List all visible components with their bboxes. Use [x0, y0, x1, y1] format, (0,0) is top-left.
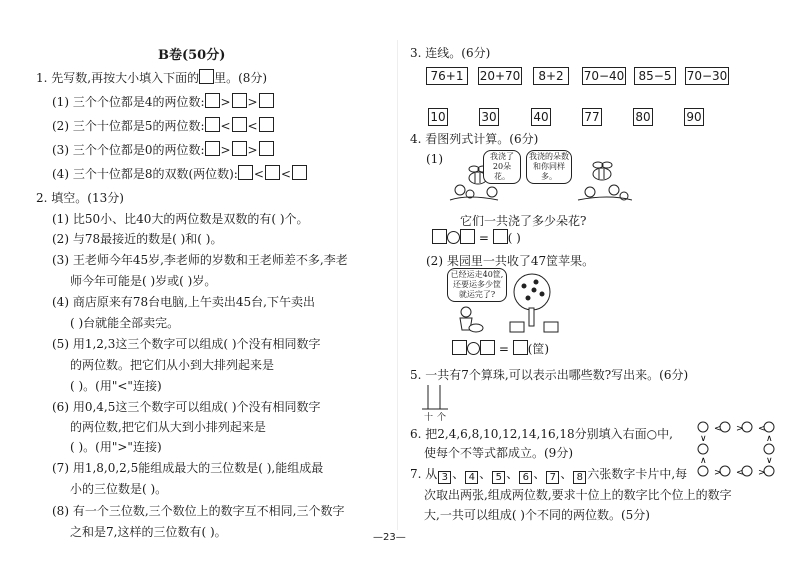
inequality-symbol: >: [714, 468, 722, 478]
expression-card[interactable]: 20+70: [479, 69, 521, 83]
q4-part1-equation: = ( ): [432, 229, 521, 245]
q1-item-label: (3) 三个个位都是0的两位数:: [52, 143, 205, 157]
operator-circle[interactable]: [447, 231, 460, 244]
section-title: B卷(50分): [158, 48, 226, 63]
q5-title: 5. 一共有7个算珠,可以表示出哪些数?写出来。(6分): [410, 368, 689, 382]
inequality-symbol: ∨: [700, 434, 707, 444]
number-card[interactable]: 3: [438, 471, 451, 484]
comparison-symbol: <: [220, 119, 231, 133]
number-circle[interactable]: [764, 444, 774, 454]
q1-heading: 1. 先写数,再按大小填入下面的 里。(8分): [36, 71, 268, 85]
q1-item: [52, 93, 274, 110]
inequality-symbol: <: [758, 424, 766, 434]
comparison-symbol: <: [280, 167, 291, 181]
q2-line: (3) 王老师今年45岁,李老师的岁数和王老师差不多,李老: [52, 253, 348, 267]
answer-card[interactable]: 10: [428, 108, 448, 126]
answer-card[interactable]: 30: [479, 108, 499, 126]
answer-box[interactable]: [292, 165, 307, 180]
answer-box[interactable]: [232, 141, 247, 156]
inequality-symbol: <: [736, 468, 744, 478]
answer-box[interactable]: [199, 69, 214, 84]
separator: 、: [533, 467, 546, 481]
q2-title: 2. 填空。(13分): [36, 191, 124, 205]
page-number: —23—: [373, 532, 406, 543]
answer-box[interactable]: [265, 165, 280, 180]
flowers-left-icon: [450, 185, 498, 200]
answer-box[interactable]: [232, 117, 247, 132]
answer-box[interactable]: [432, 229, 447, 244]
q4-part1-label: (1): [426, 152, 443, 166]
answer-card[interactable]: 40: [531, 108, 551, 126]
bee-right-icon: [593, 162, 612, 180]
q2-line: (6) 用0,4,5这三个数字可以组成( )个没有相同数字: [52, 400, 321, 414]
inequality-symbol: >: [758, 468, 766, 478]
q2-line: ( )。(用"<"连接): [70, 379, 162, 393]
q3-title: 3. 连线。(6分): [410, 46, 491, 60]
q2-line: (4) 商店原来有78台电脑,上午卖出45台,下午卖出: [52, 295, 315, 309]
comparison-symbol: >: [247, 95, 258, 109]
answer-box[interactable]: [238, 165, 253, 180]
q2-line: 师今年可能是( )岁或( )岁。: [70, 274, 217, 288]
q7-line1: 7. 从 3 、 4 、 5 、 6 、 7 、 8 六张数字卡片中,每: [410, 467, 688, 483]
separator: 、: [560, 467, 573, 481]
q1-item: [52, 141, 274, 158]
inequality-symbol: <: [714, 424, 722, 434]
comparison-symbol: <: [253, 167, 264, 181]
number-card[interactable]: 4: [465, 471, 478, 484]
q2-line: 小的三位数是( )。: [70, 482, 168, 496]
inequality-symbol: >: [736, 424, 744, 434]
q1-item-label: (4) 三个十位都是8的双数(两位数):: [52, 167, 238, 181]
expression-card[interactable]: 85−5: [634, 67, 676, 85]
answer-card[interactable]: 80: [633, 108, 653, 126]
separator: 、: [479, 467, 492, 481]
q2-line: (8) 有一个三位数,三个数位上的数字互不相同,三个数字: [52, 504, 345, 518]
orchard-illustration: [452, 270, 562, 336]
q1-item: [52, 117, 274, 134]
q2-line: (1) 比50小、比40大的两位数是双数的有( )个。: [52, 212, 309, 226]
inequality-symbol: ∧: [700, 456, 707, 466]
q2-line: ( )。(用">"连接): [70, 440, 162, 454]
answer-box[interactable]: [259, 117, 274, 132]
q1-item-label: (2) 三个十位都是5的两位数:: [52, 119, 205, 133]
bee-speech-bubble-1: 我浇了20朵花。: [483, 150, 521, 184]
q6-line1: 6. 把2,4,6,8,10,12,14,16,18分别填入右面○中,: [410, 427, 673, 441]
expression-card[interactable]: 70−40: [583, 69, 625, 83]
answer-box[interactable]: [259, 93, 274, 108]
answer-box[interactable]: [259, 141, 274, 156]
answer-box[interactable]: [205, 117, 220, 132]
q4-part1-question: 它们一共浇了多少朵花?: [460, 214, 587, 228]
number-circle[interactable]: [698, 444, 708, 454]
q7-line2: 次取出两张,组成两位数,要求十位上的数字比个位上的数字: [424, 488, 732, 502]
expression-card[interactable]: 8+2: [533, 67, 569, 85]
q1-item-label: (1) 三个个位都是4的两位数:: [52, 95, 205, 109]
farmer-icon: [460, 307, 483, 332]
answer-card[interactable]: 77: [582, 108, 602, 126]
expression-card[interactable]: 70−30: [686, 69, 728, 83]
abacus-labels: 十 个: [424, 413, 447, 423]
q1-item: [52, 165, 307, 182]
answer-box[interactable]: [205, 93, 220, 108]
separator: 、: [506, 467, 519, 481]
answer-box[interactable]: [480, 340, 495, 355]
q2-line: (2) 与78最接近的数是( )和( )。: [52, 232, 223, 246]
answer-box[interactable]: [205, 141, 220, 156]
column-divider: [397, 40, 398, 530]
answer-card[interactable]: 90: [684, 108, 704, 126]
number-circle[interactable]: [698, 466, 708, 476]
comparison-symbol: <: [247, 119, 258, 133]
q6-line2: 使每个不等式都成立。(9分): [424, 446, 573, 460]
answer-box[interactable]: [232, 93, 247, 108]
q4-part2-equation: = (筐): [452, 340, 549, 357]
comparison-symbol: >: [247, 143, 258, 157]
answer-box[interactable]: [513, 340, 528, 355]
inequality-symbol: ∨: [766, 456, 773, 466]
flowers-right-icon: [578, 185, 632, 200]
answer-box[interactable]: [452, 340, 467, 355]
q4-part2-text: (2) 果园里一共收了47筐苹果。: [426, 254, 595, 268]
bee-speech-bubble-2: 我浇的朵数和你同样多。: [526, 150, 572, 184]
number-card[interactable]: 6: [519, 471, 532, 484]
expression-card[interactable]: 76+1: [426, 67, 468, 85]
q7-line3: 大,一共可以组成( )个不同的两位数。(5分): [424, 508, 650, 522]
farmer-speech-bubble: 已经运走40筐,还要运多少筐就运完了?: [447, 268, 507, 302]
separator: 、: [452, 467, 465, 481]
q2-line: ( )台就能全部卖完。: [70, 316, 180, 330]
number-card[interactable]: 5: [492, 471, 505, 484]
answer-box[interactable]: [493, 229, 508, 244]
q2-line: 之和是7,这样的三位数有( )。: [70, 525, 227, 539]
number-card[interactable]: 7: [546, 471, 559, 484]
q2-line: 的两位数,把它们从大到小排列起来是: [70, 420, 266, 434]
number-circle[interactable]: [698, 422, 708, 432]
number-card[interactable]: 8: [573, 471, 586, 484]
inequality-symbol: ∧: [766, 434, 773, 444]
q2-line: 的两位数。把它们从小到大排列起来是: [70, 358, 275, 372]
answer-box[interactable]: [460, 229, 475, 244]
q2-line: (7) 用1,8,0,2,5能组成最大的三位数是( ),能组成最: [52, 461, 324, 475]
apple-tree-icon: [514, 274, 550, 326]
operator-circle[interactable]: [467, 342, 480, 355]
q4-title: 4. 看图列式计算。(6分): [410, 132, 539, 146]
comparison-symbol: >: [220, 95, 231, 109]
inequality-circles: [697, 421, 775, 479]
q2-line: (5) 用1,2,3这三个数字可以组成( )个没有相同数字: [52, 337, 321, 351]
comparison-symbol: >: [220, 143, 231, 157]
